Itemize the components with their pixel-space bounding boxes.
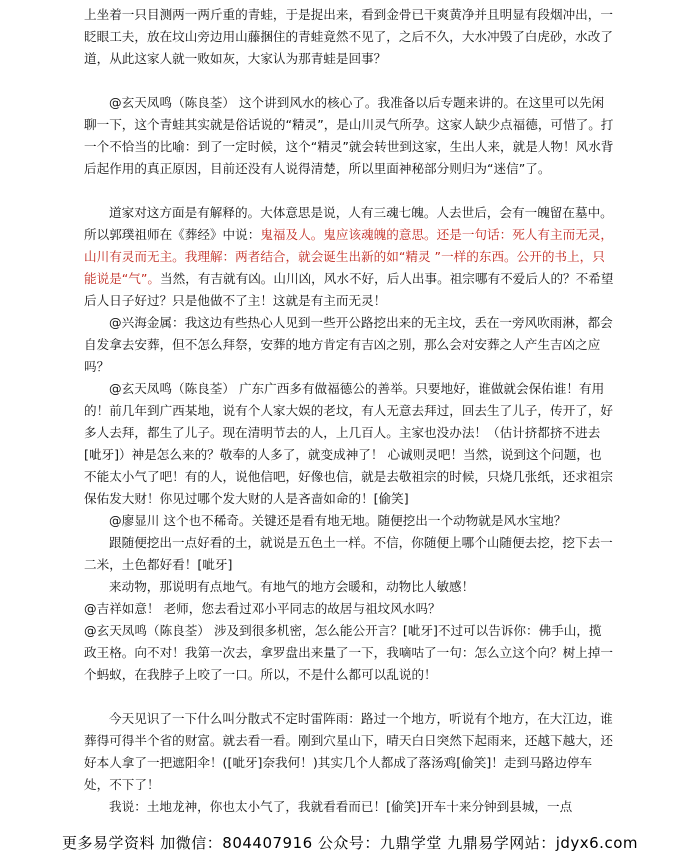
paragraph-text: 当然，有吉就有凶。山川凶，风水不好，后人出事。祖宗哪有不爱后人的？不希望后人日子好过？只是他做不了主！这就是有主而无灵！ <box>84 271 614 308</box>
paragraph <box>84 796 614 818</box>
paragraph-text: 我说：土地龙神，你也太小气了，我就看看而已！[偷笑]开车十来分钟到县城，一点 <box>109 799 573 814</box>
paragraph-text: @玄天凤鸣（陈良荃） 涉及到很多机密，怎么能公开言？[呲牙]不过可以告诉你：佛手山，揽政王格。向不对！我第一次去，拿罗盘出来量了一下，我嘀咕了一句：怎么立这个向？树上掉一个蚂蚁，在我脖子上咬了一口。所以，不是什么都可以乱说的！ <box>84 623 613 682</box>
paragraph <box>84 532 614 576</box>
paragraph <box>84 598 614 620</box>
paragraph-text: 道家对这方面是有解释的。大体意思是说，人有三魂七魄。人去世后，会有一魄留在墓中。所以郭璞祖师在《葬经》中说： <box>84 205 613 242</box>
highlighted-text: 鬼福及人。鬼应该魂魄的意思。还是一句话：死人有主而无灵，山川有灵而无主。我理解：两者结合，就会诞生出新的如“精灵 ”一样的东西。公开的书上，只能说是“气”。 <box>84 227 613 286</box>
paragraph-text: @吉祥如意！ 老师，您去看过邓小平同志的故居与祖坟风水吗？ <box>84 601 441 616</box>
paragraph <box>84 620 614 686</box>
paragraph-text: 来动物，那说明有点地气。有地气的地方会暖和，动物比人敏感！ <box>109 579 475 594</box>
paragraph-text: @廖显川 这个也不稀奇。关键还是看有地无地。随便挖出一个动物就是风水宝地？ <box>109 513 567 528</box>
paragraph <box>84 202 614 312</box>
paragraph-text: 跟随便挖出一点好看的土，就说是五色土一样。不信，你随便上哪个山随便去挖，挖下去一二米，土色都好看！[呲牙] <box>84 535 613 572</box>
paragraph-text: @玄天凤鸣（陈良荃） 这个讲到风水的核心了。我准备以后专题来讲的。在这里可以先闲聊一下，这个青蛙其实就是俗话说的“精灵”，是山川灵气所孕。这家人缺少点福德，可惜了。打一个不恰当的比喻：到了一定时候，这个“精灵”就会转世到这家，生出人来，就是人物！风水背后起作用的真正原因，目前还没有人说得清楚，所以里面神秘部分则归为“迷信”了。 <box>84 95 614 176</box>
paragraph <box>84 510 614 532</box>
paragraph <box>84 378 614 510</box>
paragraph <box>84 312 614 378</box>
article-body <box>84 4 614 818</box>
paragraph-text: 今天见识了一下什么叫分散式不定时雷阵雨：路过一个地方，听说有个地方，在大江边，谁葬得可得半个省的财富。就去看一看。刚到穴星山下，晴天白日突然下起雨来，还越下越大，还好本人拿了一把遮阳伞！([呲牙]奈我何！)其实几个人都成了落汤鸡[偷笑]！走到马路边停车处，不下了！ <box>84 711 613 792</box>
footer-promo: 更多易学资料 加微信：804407916 公众号：九鼎学堂 九鼎易学网站：jdyx6.com <box>62 834 638 852</box>
paragraph <box>84 576 614 598</box>
paragraph-text: @兴海金属：我这边有些热心人见到一些开公路挖出来的无主坟，丢在一旁风吹雨淋，都会自发拿去安葬，但不怎么拜祭，安葬的地方肯定有吉凶之别，那么会对安葬之人产生吉凶之应吗？ <box>84 315 613 374</box>
paragraph-text: 上坐着一只目测两一两斤重的青蛙，于是捉出来，看到金骨已干爽黄净并且明显有段烟冲出，一眨眼工夫，放在坟山旁边用山藤捆住的青蛙竟然不见了，之后不久，大水冲毁了白虎砂，水改了道，从此这家人就一败如灰，大家认为那青蛙是回事？ <box>84 7 613 66</box>
paragraph-text: @玄天凤鸣（陈良荃） 广东广西多有做福德公的善举。只要地好，谁做就会保佑谁！有用的！前几年到广西某地，说有个人家大娱的老坟，有人无意去拜过，回去生了儿子，传开了，好多人去拜，都生了儿子。现在清明节去的人，上几百人。主家也没办法！（估计挤都挤不进去[呲牙]）神是怎么来的？敬奉的人多了，就变成神了！ 心诚则灵吧！当然，说到这个问题，也不能太小气了吧！有的人，说他信吧，好像也信，就是去敬祖宗的时候，只烧几张纸，还求祖宗保佑发大财！你见过哪个发大财的人是吝啬如命的！[偷笑] <box>84 381 613 506</box>
paragraph <box>84 708 614 796</box>
paragraph <box>84 4 614 70</box>
paragraph <box>84 92 614 180</box>
